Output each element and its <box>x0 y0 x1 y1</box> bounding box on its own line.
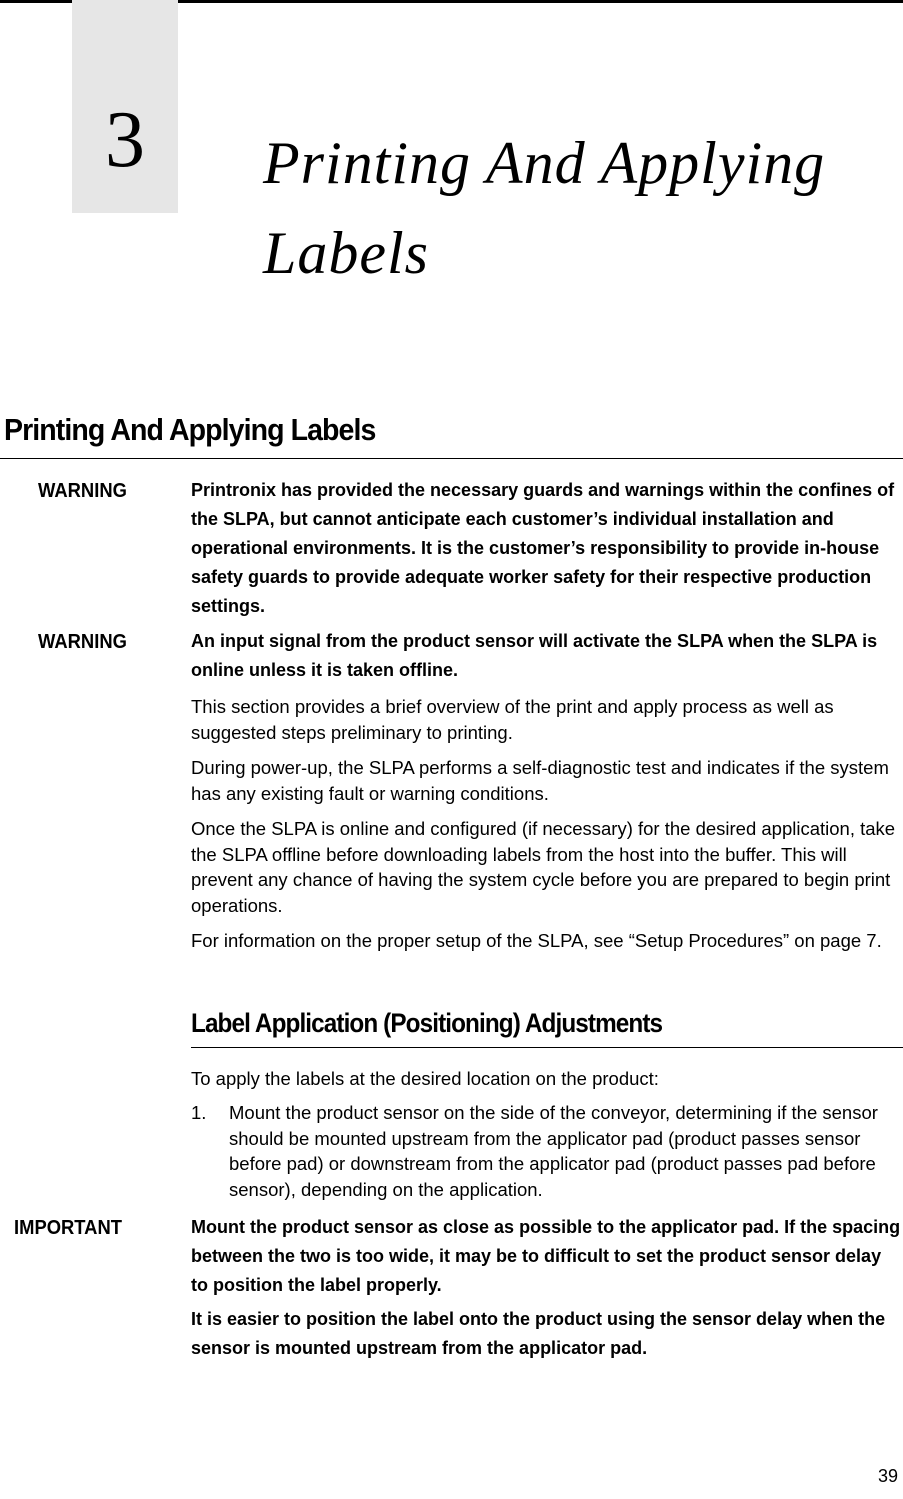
list-text: Mount the product sensor on the side of the conveyor, determining if the sensor should be mounted upstream from the applicator pad (product passes sensor before pad) or downstream from the applicator pad (product passes pad before sensor), depending on the application. <box>229 1102 878 1200</box>
chapter-title: Printing And Applying Labels <box>263 130 826 286</box>
subsection-heading: Label Application (Positioning) Adjustments <box>191 1008 663 1038</box>
list-number: 1. <box>191 1102 207 1123</box>
section-heading: Printing And Applying Labels <box>4 412 376 447</box>
subsection-divider <box>191 1047 903 1048</box>
paragraph-setup-reference: For information on the proper setup of the SLPA, see “Setup Procedures” on page 7. <box>191 930 882 951</box>
warning-label-2: WARNING <box>38 631 127 653</box>
chapter-number: 3 <box>105 96 145 184</box>
warning-label-1: WARNING <box>38 480 127 502</box>
important-text-2: It is easier to position the label onto the product using the sensor delay when the sensor is mounted upstream from the applicator pad. <box>191 1309 886 1358</box>
paragraph-overview: This section provides a brief overview of the print and apply process as well as suggested steps preliminary to printing. <box>191 696 834 743</box>
paragraph-power-up: During power-up, the SLPA performs a self-diagnostic test and indicates if the system has any existing fault or warning conditions. <box>191 757 889 804</box>
important-text-1: Mount the product sensor as close as possible to the applicator pad. If the spacing between the two is too wide, it may be to difficult to set the product sensor delay to position the label properly. <box>191 1217 901 1295</box>
important-label: IMPORTANT <box>14 1217 123 1239</box>
warning-text-2: An input signal from the product sensor will activate the SLPA when the SLPA is online unless it is taken offline. <box>191 631 878 680</box>
section-divider <box>0 458 903 459</box>
paragraph-online: Once the SLPA is online and configured (if necessary) for the desired application, take the SLPA offline before downloading labels from the host into the buffer. This will prevent any chance of having the system cycle before you are prepared to begin print operations. <box>191 818 896 916</box>
page-number: 39 <box>877 1466 898 1486</box>
subsection-intro: To apply the labels at the desired location on the product: <box>191 1068 659 1089</box>
warning-text-1: Printronix has provided the necessary guards and warnings within the confines of the SLPA, but cannot anticipate each customer’s individual installation and operational environments. It is the customer’s responsibility to provide in-house safety guards to provide adequate worker safety for their respective production settings. <box>191 480 895 616</box>
